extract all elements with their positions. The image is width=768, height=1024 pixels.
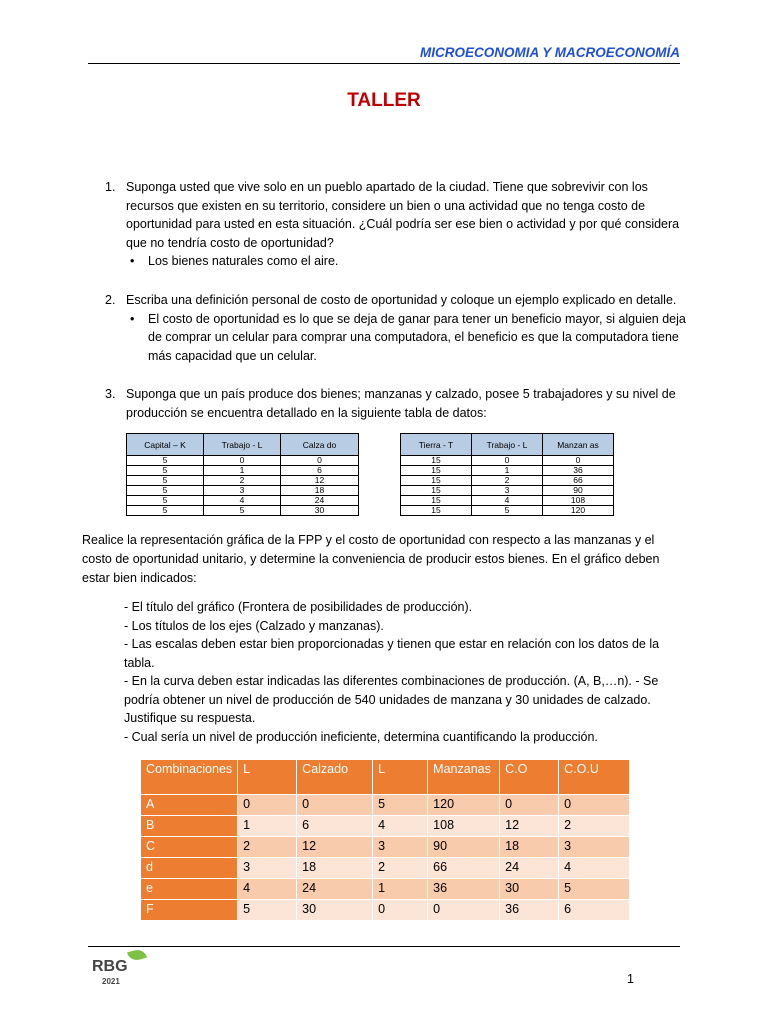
- column-header: Capital – K: [127, 434, 204, 456]
- requirements-list: [124, 598, 669, 746]
- logo-year: 2021: [102, 977, 120, 986]
- answer-text: Los bienes naturales como el aire.: [148, 254, 339, 268]
- table-row: e 4 24 1 36 30 5: [141, 879, 630, 900]
- question-text: Suponga que un país produce dos bienes; manzanas y calzado, posee 5 trabajadores y su nivel de producción se encuentra detallado en la siguiente tabla de datos:: [126, 387, 676, 420]
- question-number: 1.: [105, 180, 116, 194]
- footer-divider: [88, 946, 680, 947]
- table-row: 5 2 12: [127, 476, 359, 486]
- header-divider: [88, 63, 680, 64]
- page-title: TALLER: [347, 90, 421, 111]
- column-header: Trabajo - L: [472, 434, 543, 456]
- answer-bullet: [126, 310, 690, 366]
- column-header: Manzan as: [543, 434, 614, 456]
- table-row: 5 5 30: [127, 506, 359, 516]
- question-text: Escriba una definición personal de costo de oportunidad y coloque un ejemplo explicado en detalle.: [126, 293, 677, 307]
- question-3: [105, 385, 690, 422]
- column-header: Trabajo - L: [204, 434, 281, 456]
- table-row: B 1 6 4 108 12 2: [141, 816, 630, 837]
- question-number: 3.: [105, 387, 116, 401]
- column-header: L: [238, 760, 297, 795]
- course-header-title: MICROECONOMIA Y MACROECONOMÍA: [419, 45, 680, 60]
- answer-text: El costo de oportunidad es lo que se deja de ganar para tener un beneficio mayor, si alguien deja de comprar un celular para comprar una computadora, el beneficio es que la computadora tiene más capacidad que un celular.: [148, 311, 686, 363]
- bullet-icon: •: [130, 311, 135, 326]
- table-row: A 0 0 5 120 0 0: [141, 795, 630, 816]
- rbg-logo: [92, 950, 152, 990]
- table-row: C 2 12 3 90 18 3: [141, 837, 630, 858]
- requirement-item: - Cual sería un nivel de producción ineficiente, determina cuantificando la producción.: [124, 729, 598, 744]
- table-row: 15 2 66: [401, 476, 614, 486]
- calzado-production-table: [126, 433, 359, 516]
- table-row: 5 1 6: [127, 466, 359, 476]
- page-number: 1: [627, 972, 634, 986]
- table-row: 5 4 24: [127, 496, 359, 506]
- column-header: Combinaciones: [141, 760, 238, 795]
- column-header: Calza do: [281, 434, 359, 456]
- question-2: [105, 291, 690, 365]
- table-row: 5 0 0: [127, 456, 359, 466]
- column-header: Calzado: [297, 760, 373, 795]
- leaf-icon: [127, 948, 147, 962]
- table-row: 15 1 36: [401, 466, 614, 476]
- column-header: C.O: [500, 760, 559, 795]
- table-row: 15 4 108: [401, 496, 614, 506]
- requirement-item: - El título del gráfico (Frontera de posibilidades de producción).: [124, 600, 473, 614]
- question-number: 2.: [105, 293, 116, 307]
- table-row: 15 0 0: [401, 456, 614, 466]
- column-header: Tierra - T: [401, 434, 472, 456]
- combinations-table: [140, 759, 630, 921]
- column-header: L: [373, 760, 428, 795]
- answer-bullet: [126, 252, 690, 271]
- question-text: Suponga usted que vive solo en un pueblo apartado de la ciudad. Tiene que sobrevivir con los recursos que existen en su territorio, considere un bien o una actividad que no tenga costo de oportunidad para usted en esta situación. ¿Cuál podría ser ese bien o actividad y por qué considera que no tendría costo de oportunidad?: [126, 180, 680, 250]
- column-header: Manzanas: [428, 760, 500, 795]
- requirement-item: - Los títulos de los ejes (Calzado y manzanas).: [124, 618, 384, 633]
- table-row: 15 3 90: [401, 486, 614, 496]
- table-row: F 5 30 0 0 36 6: [141, 900, 630, 921]
- requirement-item: - Las escalas deben estar bien proporcionadas y tienen que estar en relación con los datos de la tabla.: [124, 637, 660, 670]
- table-row: d 3 18 2 66 24 4: [141, 858, 630, 879]
- table-row: 15 5 120: [401, 506, 614, 516]
- instructions-paragraph: Realice la representación gráfica de la FPP y el costo de oportunidad con respecto a las manzanas y el costo de oportunidad unitario, y determine la conveniencia de producir estos bienes. En el gráfico deben estar bien indicados:: [82, 533, 660, 585]
- table-row: 5 3 18: [127, 486, 359, 496]
- manzanas-production-table: [400, 433, 614, 516]
- requirement-item: - En la curva deben estar indicadas las diferentes combinaciones de producción. (A, B,…n). - Se podría obtener un nivel de producción de 540 unidades de manzana y 30 unidades de calzado. Justifique su respuesta.: [124, 674, 659, 725]
- bullet-icon: •: [130, 254, 135, 268]
- question-1: [105, 178, 690, 271]
- logo-text: RBG: [92, 958, 128, 975]
- column-header: C.O.U: [559, 760, 630, 795]
